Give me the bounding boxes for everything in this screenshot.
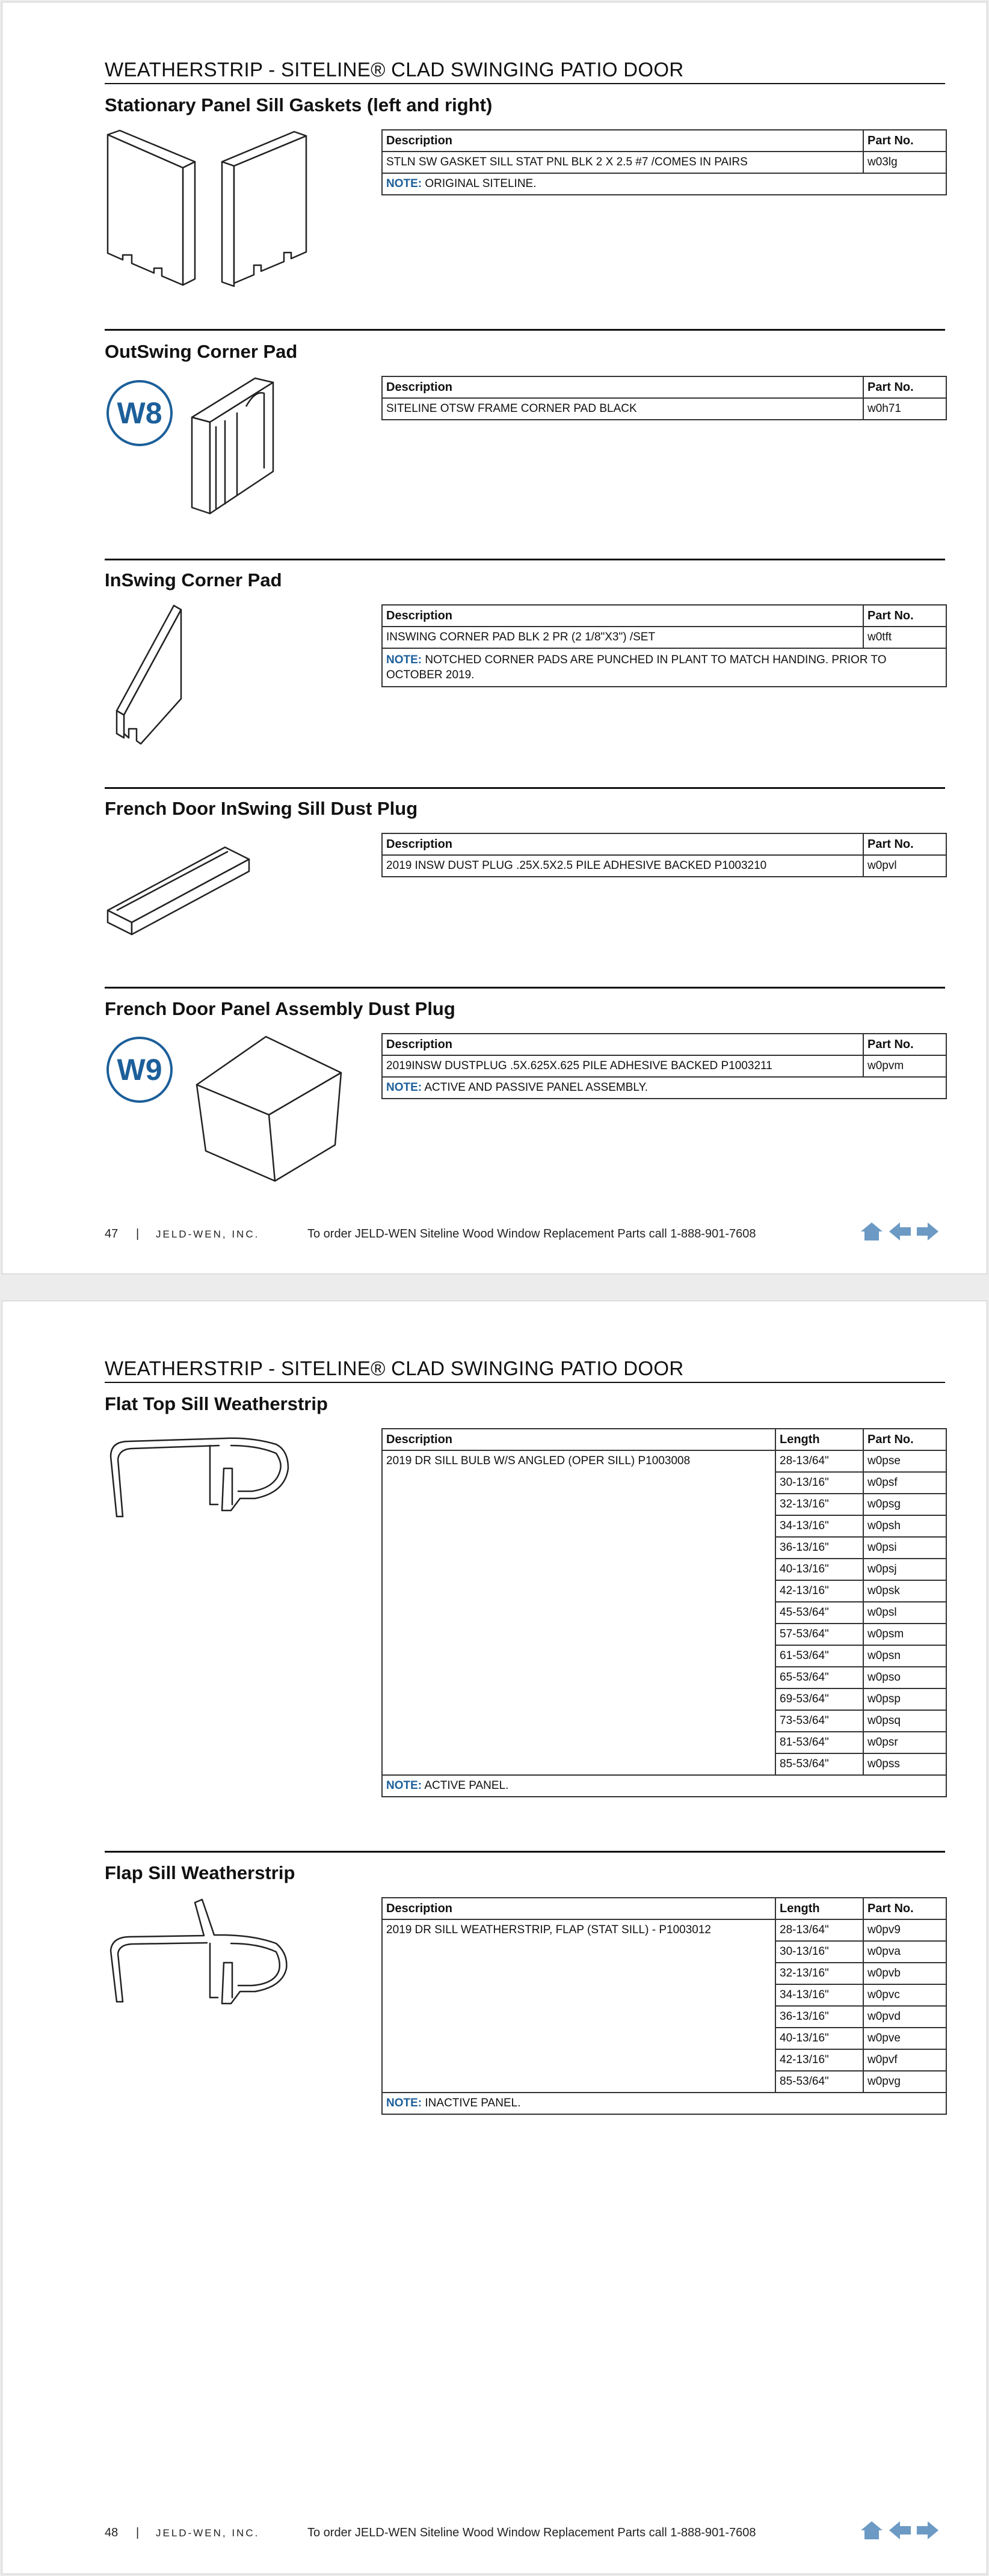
page-header: WEATHERSTRIP - SITELINE® CLAD SWINGING PATIO DOOR	[105, 58, 684, 81]
part-number: w0psq	[863, 1710, 946, 1732]
part-number: w0pvc	[863, 1984, 946, 2006]
part-number: w0tft	[863, 627, 946, 648]
section-rule	[105, 787, 945, 789]
part-number: w0pvg	[863, 2071, 946, 2093]
note-text: ACTIVE AND PASSIVE PANEL ASSEMBLY.	[424, 1081, 649, 1094]
footer-separator: |	[136, 2526, 140, 2539]
part-length: 34-13/16"	[775, 1984, 863, 2006]
part-length: 36-13/16"	[775, 1537, 863, 1559]
next-page-arrow-icon[interactable]	[916, 1221, 940, 1242]
part-number: w0psp	[863, 1688, 946, 1710]
part-description: 2019 DR SILL BULB W/S ANGLED (OPER SILL) P1003008	[382, 1450, 775, 1775]
part-number: w0pvf	[863, 2049, 946, 2071]
parts-table-stationary-gaskets	[381, 129, 947, 195]
part-number: w0psl	[863, 1602, 946, 1624]
table-row	[382, 627, 946, 648]
parts-table-outswing-corner-pad	[381, 376, 947, 420]
part-length: 85-53/64"	[775, 2071, 863, 2093]
column-header-part-no: Part No.	[863, 1898, 946, 1919]
column-header-description: Description	[382, 130, 863, 152]
column-header-part-no: Part No.	[863, 605, 946, 627]
flap-sill-rows	[382, 1919, 946, 2093]
part-length: 69-53/64"	[775, 1688, 863, 1710]
parts-table-inswing-corner-pad	[381, 604, 947, 687]
order-info: To order JELD-WEN Siteline Wood Window Replacement Parts call 1-888-901-7608	[307, 1227, 756, 1240]
table-note	[382, 648, 946, 687]
part-description: INSWING CORNER PAD BLK 2 PR (2 1/8"X3") /SET	[382, 627, 863, 648]
part-number: w0pve	[863, 2028, 946, 2049]
catalog-page-47	[2, 2, 987, 1274]
column-header-part-no: Part No.	[863, 833, 946, 855]
parts-table-flat-top-sill	[381, 1428, 947, 1797]
part-length: 65-53/64"	[775, 1667, 863, 1688]
section-title-panel-assembly-dust-plug: French Door Panel Assembly Dust Plug	[105, 998, 455, 1019]
note-text: NOTCHED CORNER PADS ARE PUNCHED IN PLANT TO MATCH HANDING. PRIOR TO OCTOBER 2019.	[386, 654, 887, 681]
part-length: 28-13/64"	[775, 1919, 863, 1941]
inswing-dust-plug-illustration	[105, 844, 255, 940]
part-number: w0psf	[863, 1472, 946, 1494]
part-number: w0pso	[863, 1667, 946, 1688]
note-label: NOTE:	[386, 1081, 422, 1094]
inswing-corner-pad-illustration	[114, 603, 192, 750]
part-number: w0pvd	[863, 2006, 946, 2028]
table-row	[382, 1919, 946, 1941]
home-icon[interactable]	[860, 2519, 884, 2541]
header-rule	[105, 83, 945, 84]
part-length: 30-13/16"	[775, 1941, 863, 1963]
flap-sill-profile-illustration	[105, 1897, 297, 2017]
table-row	[382, 1055, 946, 1077]
part-number: w0psm	[863, 1624, 946, 1645]
callout-badge-w8: W8	[106, 380, 173, 446]
part-number: w0pva	[863, 1941, 946, 1963]
next-page-arrow-icon[interactable]	[916, 2519, 940, 2541]
part-description: 2019 INSW DUST PLUG .25X.5X2.5 PILE ADHESIVE BACKED P1003210	[382, 855, 863, 877]
note-label: NOTE:	[386, 2097, 422, 2109]
section-rule	[105, 987, 945, 989]
footer-separator: |	[136, 1227, 140, 1240]
part-number: w0psh	[863, 1515, 946, 1537]
table-note	[382, 173, 946, 195]
part-length: 73-53/64"	[775, 1710, 863, 1732]
table-row	[382, 855, 946, 877]
flat-top-sill-rows	[382, 1450, 946, 1775]
page-number: 47	[105, 1227, 119, 1240]
section-title-outswing-corner-pad: OutSwing Corner Pad	[105, 341, 298, 362]
part-number: w03lg	[863, 152, 946, 173]
section-rule	[105, 329, 945, 331]
part-number: w0h71	[863, 398, 946, 420]
part-length: 34-13/16"	[775, 1515, 863, 1537]
section-title-inswing-dust-plug: French Door InSwing Sill Dust Plug	[105, 798, 418, 819]
page-header: WEATHERSTRIP - SITELINE® CLAD SWINGING PATIO DOOR	[105, 1357, 684, 1379]
table-row	[382, 1450, 946, 1472]
previous-page-arrow-icon[interactable]	[888, 1221, 912, 1242]
order-info: To order JELD-WEN Siteline Wood Window Replacement Parts call 1-888-901-7608	[307, 2526, 756, 2539]
parts-table-panel-assembly-dust-plug	[381, 1033, 947, 1099]
table-note	[382, 2093, 946, 2114]
note-text: ACTIVE PANEL.	[424, 1779, 509, 1792]
part-length: 42-13/16"	[775, 1580, 863, 1602]
note-label: NOTE:	[386, 1779, 422, 1792]
panel-assembly-dust-plug-illustration	[194, 1034, 350, 1184]
section-title-flap-sill: Flap Sill Weatherstrip	[105, 1862, 295, 1883]
catalog-page-48	[2, 1301, 987, 2574]
table-note	[382, 1775, 946, 1797]
part-description: STLN SW GASKET SILL STAT PNL BLK 2 X 2.5 #7 /COMES IN PAIRS	[382, 152, 863, 173]
part-length: 85-53/64"	[775, 1753, 863, 1775]
section-title-flat-top-sill: Flat Top Sill Weatherstrip	[105, 1393, 328, 1414]
part-number: w0pvb	[863, 1963, 946, 1984]
section-rule	[105, 559, 945, 560]
part-length: 57-53/64"	[775, 1624, 863, 1645]
part-description: 2019 DR SILL WEATHERSTRIP, FLAP (STAT SILL) - P1003012	[382, 1919, 775, 2093]
table-row	[382, 152, 946, 173]
section-title-inswing-corner-pad: InSwing Corner Pad	[105, 569, 282, 590]
parts-table-flap-sill	[381, 1897, 947, 2115]
column-header-length: Length	[775, 1898, 863, 1919]
column-header-description: Description	[382, 605, 863, 627]
callout-badge-w9: W9	[106, 1037, 173, 1103]
flat-top-sill-profile-illustration	[105, 1432, 297, 1529]
note-text: ORIGINAL SITELINE.	[425, 177, 537, 190]
part-number: w0pv9	[863, 1919, 946, 1941]
column-header-part-no: Part No.	[863, 376, 946, 398]
parts-table-inswing-dust-plug	[381, 833, 947, 877]
part-number: w0psn	[863, 1645, 946, 1667]
note-label: NOTE:	[386, 177, 422, 190]
part-length: 45-53/64"	[775, 1602, 863, 1624]
part-length: 81-53/64"	[775, 1732, 863, 1753]
part-number: w0psi	[863, 1537, 946, 1559]
company-name: JELD-WEN, INC.	[156, 2527, 260, 2539]
part-length: 32-13/16"	[775, 1494, 863, 1515]
column-header-description: Description	[382, 376, 863, 398]
part-number: w0psk	[863, 1580, 946, 1602]
part-number: w0pvm	[863, 1055, 946, 1077]
column-header-description: Description	[382, 1898, 775, 1919]
stationary-gasket-illustration	[105, 129, 321, 291]
home-icon[interactable]	[860, 1221, 884, 1242]
part-description: 2019INSW DUSTPLUG .5X.625X.625 PILE ADHESIVE BACKED P1003211	[382, 1055, 863, 1077]
part-length: 28-13/64"	[775, 1450, 863, 1472]
part-number: w0psg	[863, 1494, 946, 1515]
part-length: 42-13/16"	[775, 2049, 863, 2071]
part-length: 32-13/16"	[775, 1963, 863, 1984]
header-rule	[105, 1382, 945, 1383]
part-number: w0pss	[863, 1753, 946, 1775]
outswing-corner-pad-illustration	[189, 375, 285, 520]
column-header-length: Length	[775, 1429, 863, 1450]
column-header-part-no: Part No.	[863, 1429, 946, 1450]
page-number: 48	[105, 2526, 119, 2539]
part-description: SITELINE OTSW FRAME CORNER PAD BLACK	[382, 398, 863, 420]
note-label: NOTE:	[386, 654, 422, 666]
part-number: w0pvl	[863, 855, 946, 877]
column-header-description: Description	[382, 1034, 863, 1055]
part-length: 30-13/16"	[775, 1472, 863, 1494]
section-rule	[105, 1851, 945, 1853]
part-length: 61-53/64"	[775, 1645, 863, 1667]
part-number: w0psj	[863, 1559, 946, 1580]
company-name: JELD-WEN, INC.	[156, 1228, 260, 1240]
section-title-stationary-gaskets: Stationary Panel Sill Gaskets (left and right)	[105, 94, 493, 115]
column-header-part-no: Part No.	[863, 1034, 946, 1055]
part-length: 36-13/16"	[775, 2006, 863, 2028]
table-note	[382, 1077, 946, 1099]
note-text: INACTIVE PANEL.	[425, 2097, 521, 2109]
part-length: 40-13/16"	[775, 1559, 863, 1580]
column-header-description: Description	[382, 833, 863, 855]
part-number: w0pse	[863, 1450, 946, 1472]
previous-page-arrow-icon[interactable]	[888, 2519, 912, 2541]
column-header-part-no: Part No.	[863, 130, 946, 152]
table-row	[382, 398, 946, 420]
part-number: w0psr	[863, 1732, 946, 1753]
part-length: 40-13/16"	[775, 2028, 863, 2049]
column-header-description: Description	[382, 1429, 775, 1450]
